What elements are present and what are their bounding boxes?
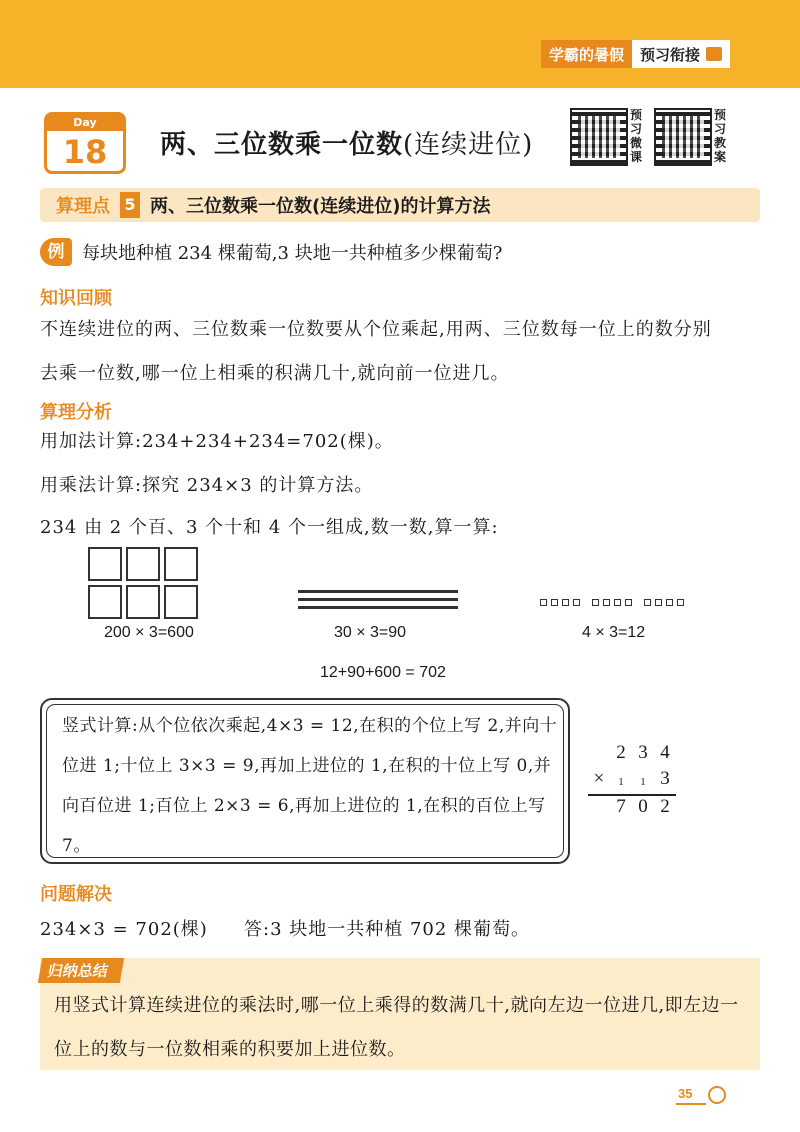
review-heading: 知识回顾 (40, 288, 112, 309)
sun-icon (708, 1086, 726, 1104)
solve-calc: 234×3 = 702(棵) (40, 919, 208, 940)
section-number: 5 (120, 192, 140, 218)
header-tag-right-text: 预习衔接 (640, 45, 701, 64)
page-title (160, 124, 533, 161)
digit: 7 (616, 796, 626, 817)
equation-ones: 4 × 3=12 (582, 624, 646, 641)
example-text: 每块地种植 234 棵葡萄,3 块地一共种植多少棵葡萄? (82, 243, 503, 264)
page-number: 35 (678, 1086, 693, 1101)
qr-code-icon[interactable] (654, 108, 712, 166)
qr-label-1: 预习微课 (630, 108, 643, 164)
carry-digit: 1 (618, 776, 624, 788)
equation-tens: 30 × 3=90 (334, 624, 407, 641)
book-icon (706, 47, 722, 61)
digit: 2 (660, 796, 670, 817)
review-text: 不连续进位的两、三位数乘一位数要从个位乘起,用两、三位数每一位上的数分别去乘一位数,哪一位上相乘的积满几十,就向前一位进几。 (40, 319, 712, 384)
page-title-sub: (连续进位) (403, 130, 534, 160)
header-tag (541, 40, 730, 68)
digit: 3 (660, 768, 670, 789)
summary-label: 归纳总结 (38, 958, 124, 983)
analysis-line-3: 234 由 2 个百、3 个十和 4 个一组成,数一数,算一算: (40, 517, 499, 538)
hundreds-blocks (88, 547, 198, 619)
example-row (40, 238, 502, 266)
day-badge (44, 112, 126, 174)
carry-digit: 1 (640, 776, 646, 788)
page-title-main: 两、三位数乘一位数 (160, 130, 404, 160)
header-tag-right (632, 40, 730, 68)
multiply-sign: × (593, 768, 605, 789)
analysis-line-2: 用乘法计算:探究 234×3 的计算方法。 (40, 475, 374, 496)
example-badge: 例 (40, 238, 72, 266)
vertical-calc-box (40, 698, 570, 864)
vertical-calc-text: 竖式计算:从个位依次乘起,4×3 = 12,在积的个位上写 2,并向十位进 1;十位上 3×3 = 9,再加上进位的 1,在积的十位上写 0,并向百位进 1;百位上 2×3 = 6,再加上进位的 1,在积的百位上写 7。 (62, 716, 558, 856)
digit: 4 (660, 742, 670, 763)
section-title: 两、三位数乘一位数(连续进位)的计算方法 (150, 196, 491, 217)
summary-text: 用竖式计算连续进位的乘法时,哪一位上乘得的数满几十,就向左边一位进几,即左边一位上的数与一位数相乘的积要加上进位数。 (54, 995, 739, 1060)
analysis-line-1: 用加法计算:234+234+234=702(棵)。 (40, 431, 394, 452)
analysis-heading: 算理分析 (40, 402, 112, 423)
header-tag-left: 学霸的暑假 (541, 40, 632, 68)
equation-hundreds: 200 × 3=600 (104, 624, 194, 641)
section-bar (40, 188, 760, 222)
section-label: 算理点 (56, 196, 110, 217)
vertical-calculation (588, 742, 676, 822)
day-label: Day (47, 115, 123, 131)
digit: 0 (638, 796, 648, 817)
digit: 2 (616, 742, 626, 763)
qr-label-2: 预习教案 (714, 108, 727, 164)
qr-code-icon[interactable] (570, 108, 628, 166)
page-number-underline (676, 1103, 706, 1105)
tens-rods (298, 590, 458, 614)
ones-units (540, 599, 684, 606)
day-number: 18 (62, 133, 108, 171)
solve-heading: 问题解决 (40, 884, 112, 905)
equation-sum: 12+90+600 = 702 (320, 664, 446, 681)
solve-answer: 答:3 块地一共种植 702 棵葡萄。 (244, 919, 531, 940)
digit: 3 (638, 742, 648, 763)
